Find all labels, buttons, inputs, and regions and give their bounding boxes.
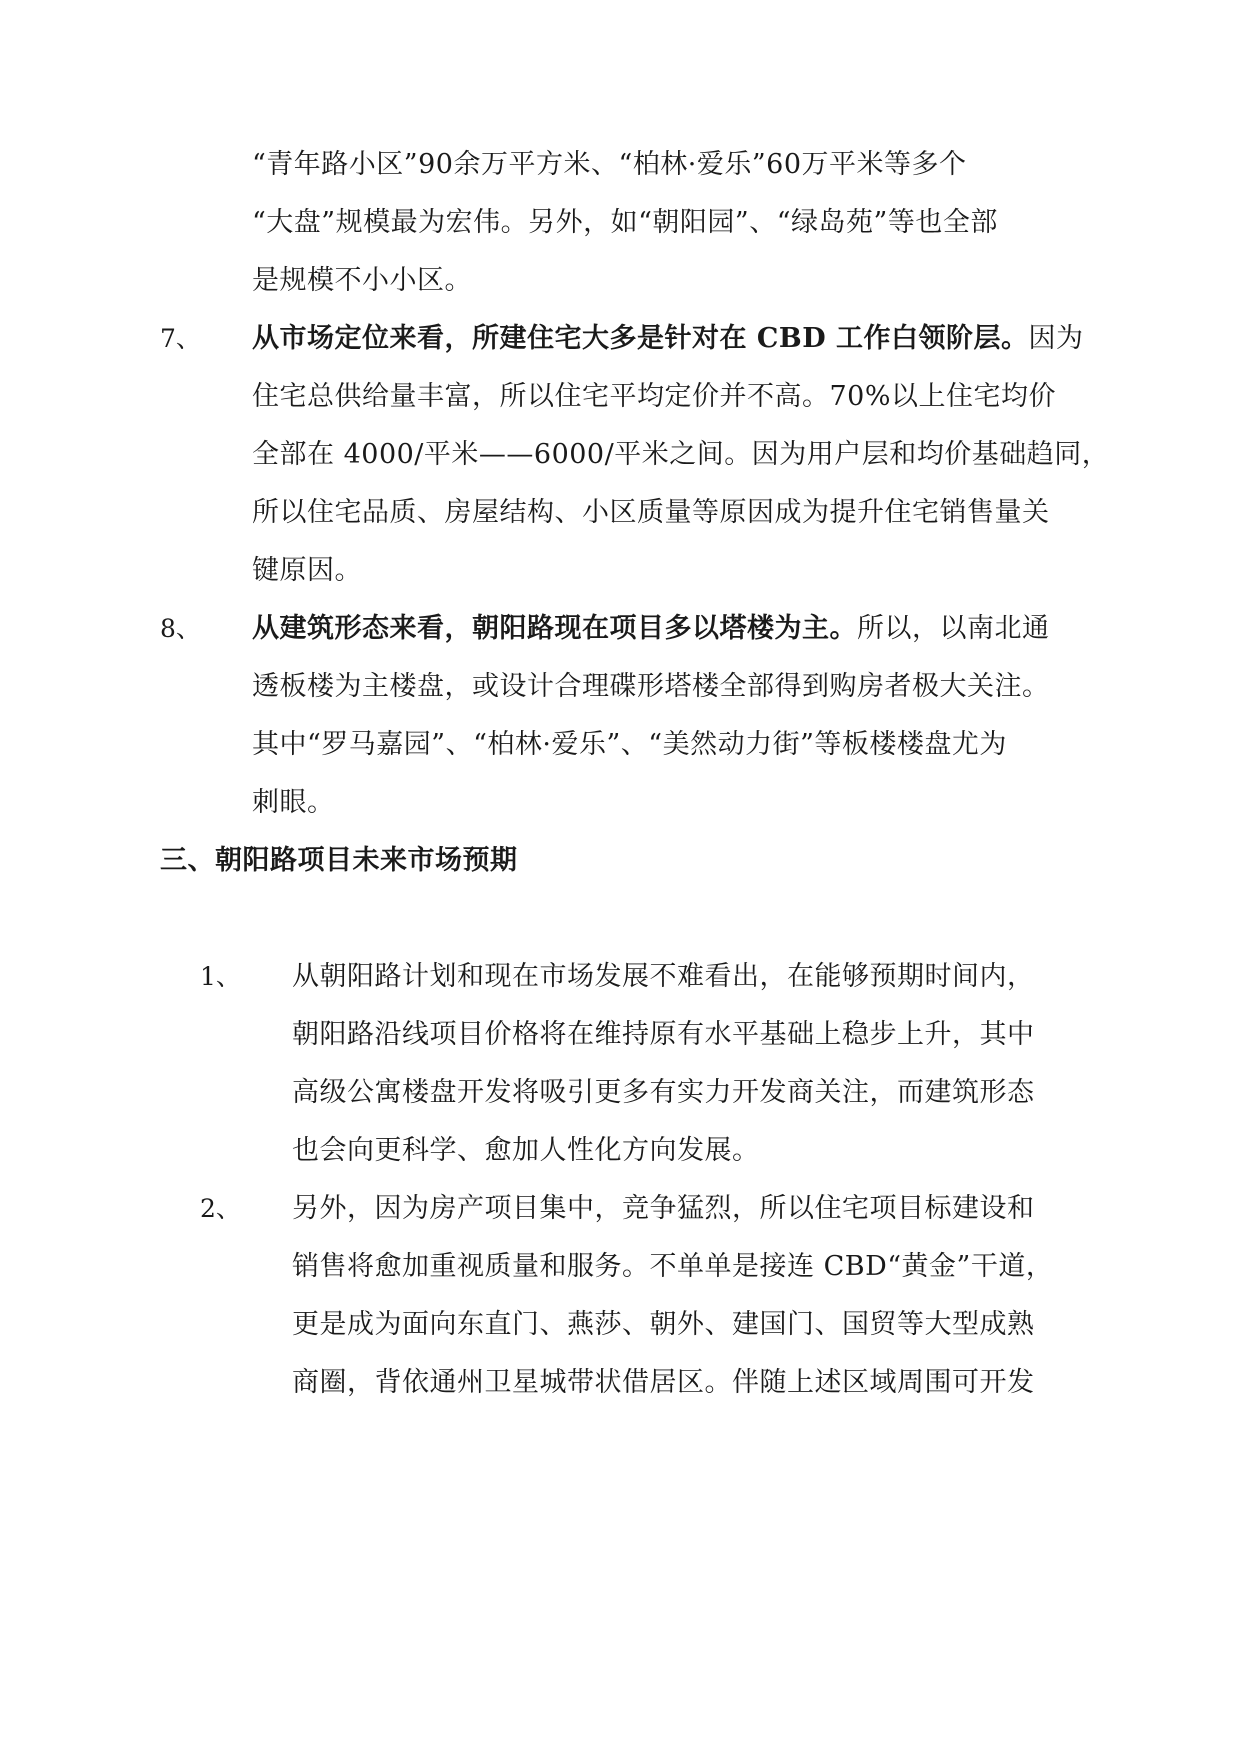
continuation-line-3: 是规模不小小区。: [252, 265, 472, 296]
item-8-line-3: 其中“罗马嘉园”、“柏林·爱乐”、“美然动力街”等板楼楼盘尤为: [252, 729, 1007, 760]
sub-item-1-line-4: 也会向更科学、愈加人性化方向发展。: [292, 1135, 760, 1166]
sub-item-1-line-3: 高级公寓楼盘开发将吸引更多有实力开发商关注，而建筑形态: [292, 1077, 1035, 1108]
item-7-bold-text: 从市场定位来看，所建住宅大多是针对在 CBD 工作白领阶层。: [252, 323, 1029, 354]
item-7-line-5: 键原因。: [252, 555, 362, 586]
sub-item-2-line-1: 另外，因为房产项目集中，竞争猛烈，所以住宅项目标建设和: [292, 1193, 1035, 1224]
continuation-line-1: “青年路小区”90余万平方米、“柏林·爱乐”60万平米等多个: [252, 149, 967, 180]
sub-item-2-line-4: 商圈，背依通州卫星城带状借居区。伴随上述区域周围可开发: [292, 1367, 1035, 1398]
item-7-first-line-tail: 因为: [1028, 323, 1084, 354]
item-8-first-line-tail: 所以，以南北通: [857, 613, 1050, 644]
sub-item-1-number: 1、: [200, 962, 241, 991]
item-8-number: 8、: [160, 614, 201, 643]
item-7-number: 7、: [160, 324, 201, 353]
item-8-line-2: 透板楼为主楼盘，或设计合理碟形塔楼全部得到购房者极大关注。: [252, 671, 1050, 702]
sub-item-2-line-3: 更是成为面向东直门、燕莎、朝外、建国门、国贸等大型成熟: [292, 1309, 1035, 1340]
item-7-line-4: 所以住宅品质、房屋结构、小区质量等原因成为提升住宅销售量关: [252, 497, 1050, 528]
item-8-first-line: [252, 612, 1050, 646]
sub-item-1-line-1: 从朝阳路计划和现在市场发展不难看出，在能够预期时间内，: [292, 961, 1035, 992]
item-7-first-line: [252, 322, 1084, 356]
sub-item-2-line-2: 销售将愈加重视质量和服务。不单单是接连 CBD“黄金”干道，: [292, 1251, 1054, 1282]
continuation-line-2: “大盘”规模最为宏伟。另外，如“朝阳园”、“绿岛苑”等也全部: [252, 207, 998, 238]
sub-item-2-number: 2、: [200, 1194, 241, 1223]
item-7-line-2: 住宅总供给量丰富，所以住宅平均定价并不高。70%以上住宅均价: [252, 381, 1057, 412]
sub-item-1-line-2: 朝阳路沿线项目价格将在维持原有水平基础上稳步上升，其中: [292, 1019, 1035, 1050]
section-3-heading: 三、朝阳路项目未来市场预期: [160, 845, 518, 876]
item-7-line-3: 全部在 4000/平米——6000/平米之间。因为用户层和均价基础趋同，: [252, 439, 1110, 470]
item-8-line-4: 刺眼。: [252, 787, 335, 818]
item-8-bold-text: 从建筑形态来看，朝阳路现在项目多以塔楼为主。: [252, 613, 857, 644]
